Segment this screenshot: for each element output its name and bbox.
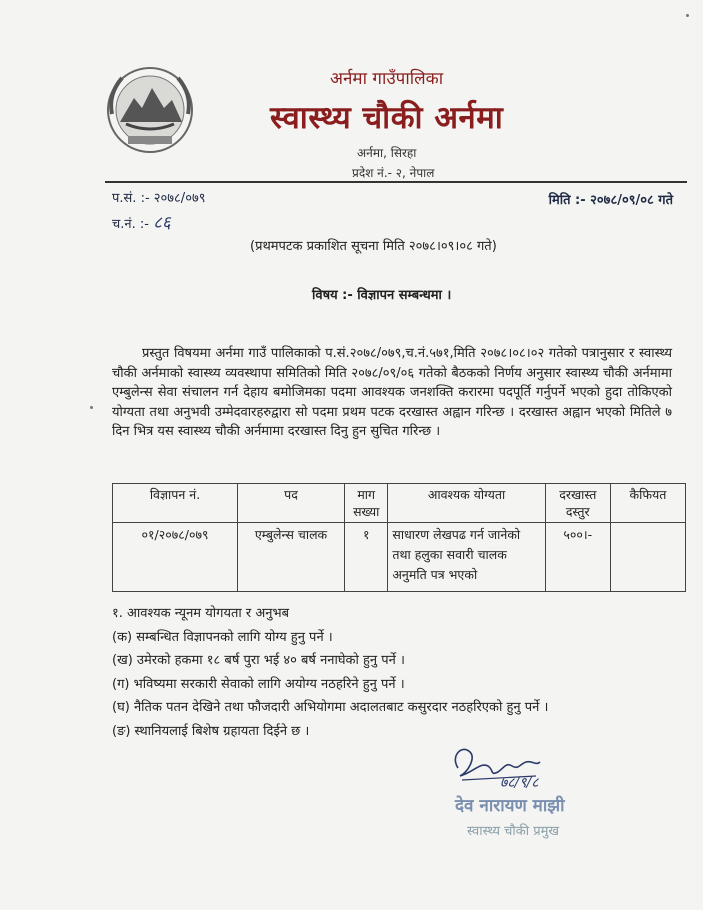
header-qualification: आवश्यक योग्यता [388,484,545,523]
cell-qualification: साधारण लेखपढ गर्न जानेको तथा हलुका सवारी चालक अनुमति पत्र भएको [388,523,545,592]
header-divider [105,181,687,183]
reference-cn-value: ८६ [153,213,171,233]
body-text: प्रस्तुत विषयमा अर्नमा गाउँ पालिकाको प.सं.२०७८/०७९,च.नं.५७१,मिति २०७८।०८।०२ गतेको पत्रानुसार र स्वास्थ्य चौकी अर्नमाको स्वास्थ्य व्यवस्थापा समितिको मिति २०७८/०९/०६ गतेको बैठकको निर्णय अनुसार स्वास्थ्य चौकी अर्नमामा एम्बुलेन्स सेवा संचालन गर्न देहाय बमोजिमका पदमा आवश्यक जनशक्ति करारमा पदपूर्ति गर्नुपर्ने भएको हुदा तोकिएको योग्यता तथा अनुभवी उम्मेदवारहरुद्वारा सो पदमा प्रथम पटक दरखास्त अह्वान गरिन्छ । दरखास्त अह्वान भएको मितिले ७ दिन भित्र यस स्वास्थ्य चौकी अर्नमामा दरखास्त दिनु हुन सुचित गरिन्छ । [112,346,672,439]
cell-fee: ५००।- [545,523,610,592]
office-name: स्वास्थ्य चौकी अर्नमा [270,100,504,136]
list-item: (ख) उमेरको हकमा १८ बर्ष पुरा भई ४० बर्ष ननाघेको हुनु पर्ने । [112,653,405,668]
list-item: (ग) भविष्यमा सरकारी सेवाको लागि अयोग्य नठहरिने हुनु पर्ने । [112,676,405,692]
reference-ps: प.सं. :- २०७८/०७९ [112,191,206,206]
header-post: पद [238,484,345,523]
cell-demand: १ [345,523,388,592]
reference-cn-label: च.नं. :- [112,217,149,232]
table-header-row [113,484,686,523]
nepal-emblem-icon [104,64,196,156]
body-paragraph [112,344,672,442]
subject-line: विषय :- विज्ञापन सम्बन्धमा । [312,288,452,303]
cell-post: एम्बुलेन्स चालक [238,523,345,592]
org-name: अर्नमा गाउँपालिका [330,69,444,89]
cell-ad-no: ०१/२०७८/०७९ [113,523,238,592]
list-item: (घ) नैतिक पतन देखिने तथा फौजदारी अभियोगमा अदालतबाट कसुरदार नठहरिएको हुनु पर्ने । [112,700,549,715]
paper-speck [90,406,93,409]
table-row [113,523,686,592]
signature-date: ७८/९/८ [500,775,539,791]
address-line1: अर्नमा, सिरहा [357,146,417,160]
address-line2: प्रदेश नं.- २, नेपाल [352,166,435,180]
header-remarks: कैफियत [610,484,685,523]
signatory-title: स्वास्थ्य चौकी प्रमुख [467,824,560,839]
letter-date: मिति :- २०७८/०९/०८ गते [548,193,673,208]
vacancy-table [112,483,686,592]
signatory-name: देव नारायण माझी [455,796,565,816]
header-ad-no: विज्ञापन नं. [113,484,238,523]
list-item: (ङ) स्थानियलाई बिशेष ग्रहायता दिईने छ । [112,723,310,739]
list-item: (क) सम्बन्धित विज्ञापनको लागि योग्य हुनु पर्ने । [112,629,333,645]
requirements-list [112,602,548,743]
requirements-heading: १. आवश्यक न्यूनम योगयता र अनुभब [112,606,290,621]
header-demand: माग सख्या [345,484,388,523]
paper-speck [686,14,689,17]
reference-cn [112,210,171,233]
header-fee: दरखास्त दस्तुर [545,484,610,523]
cell-remarks [610,523,685,592]
published-note: (प्रथमपटक प्रकाशित सूचना मिति २०७८।०९।०८ गते) [250,239,497,254]
